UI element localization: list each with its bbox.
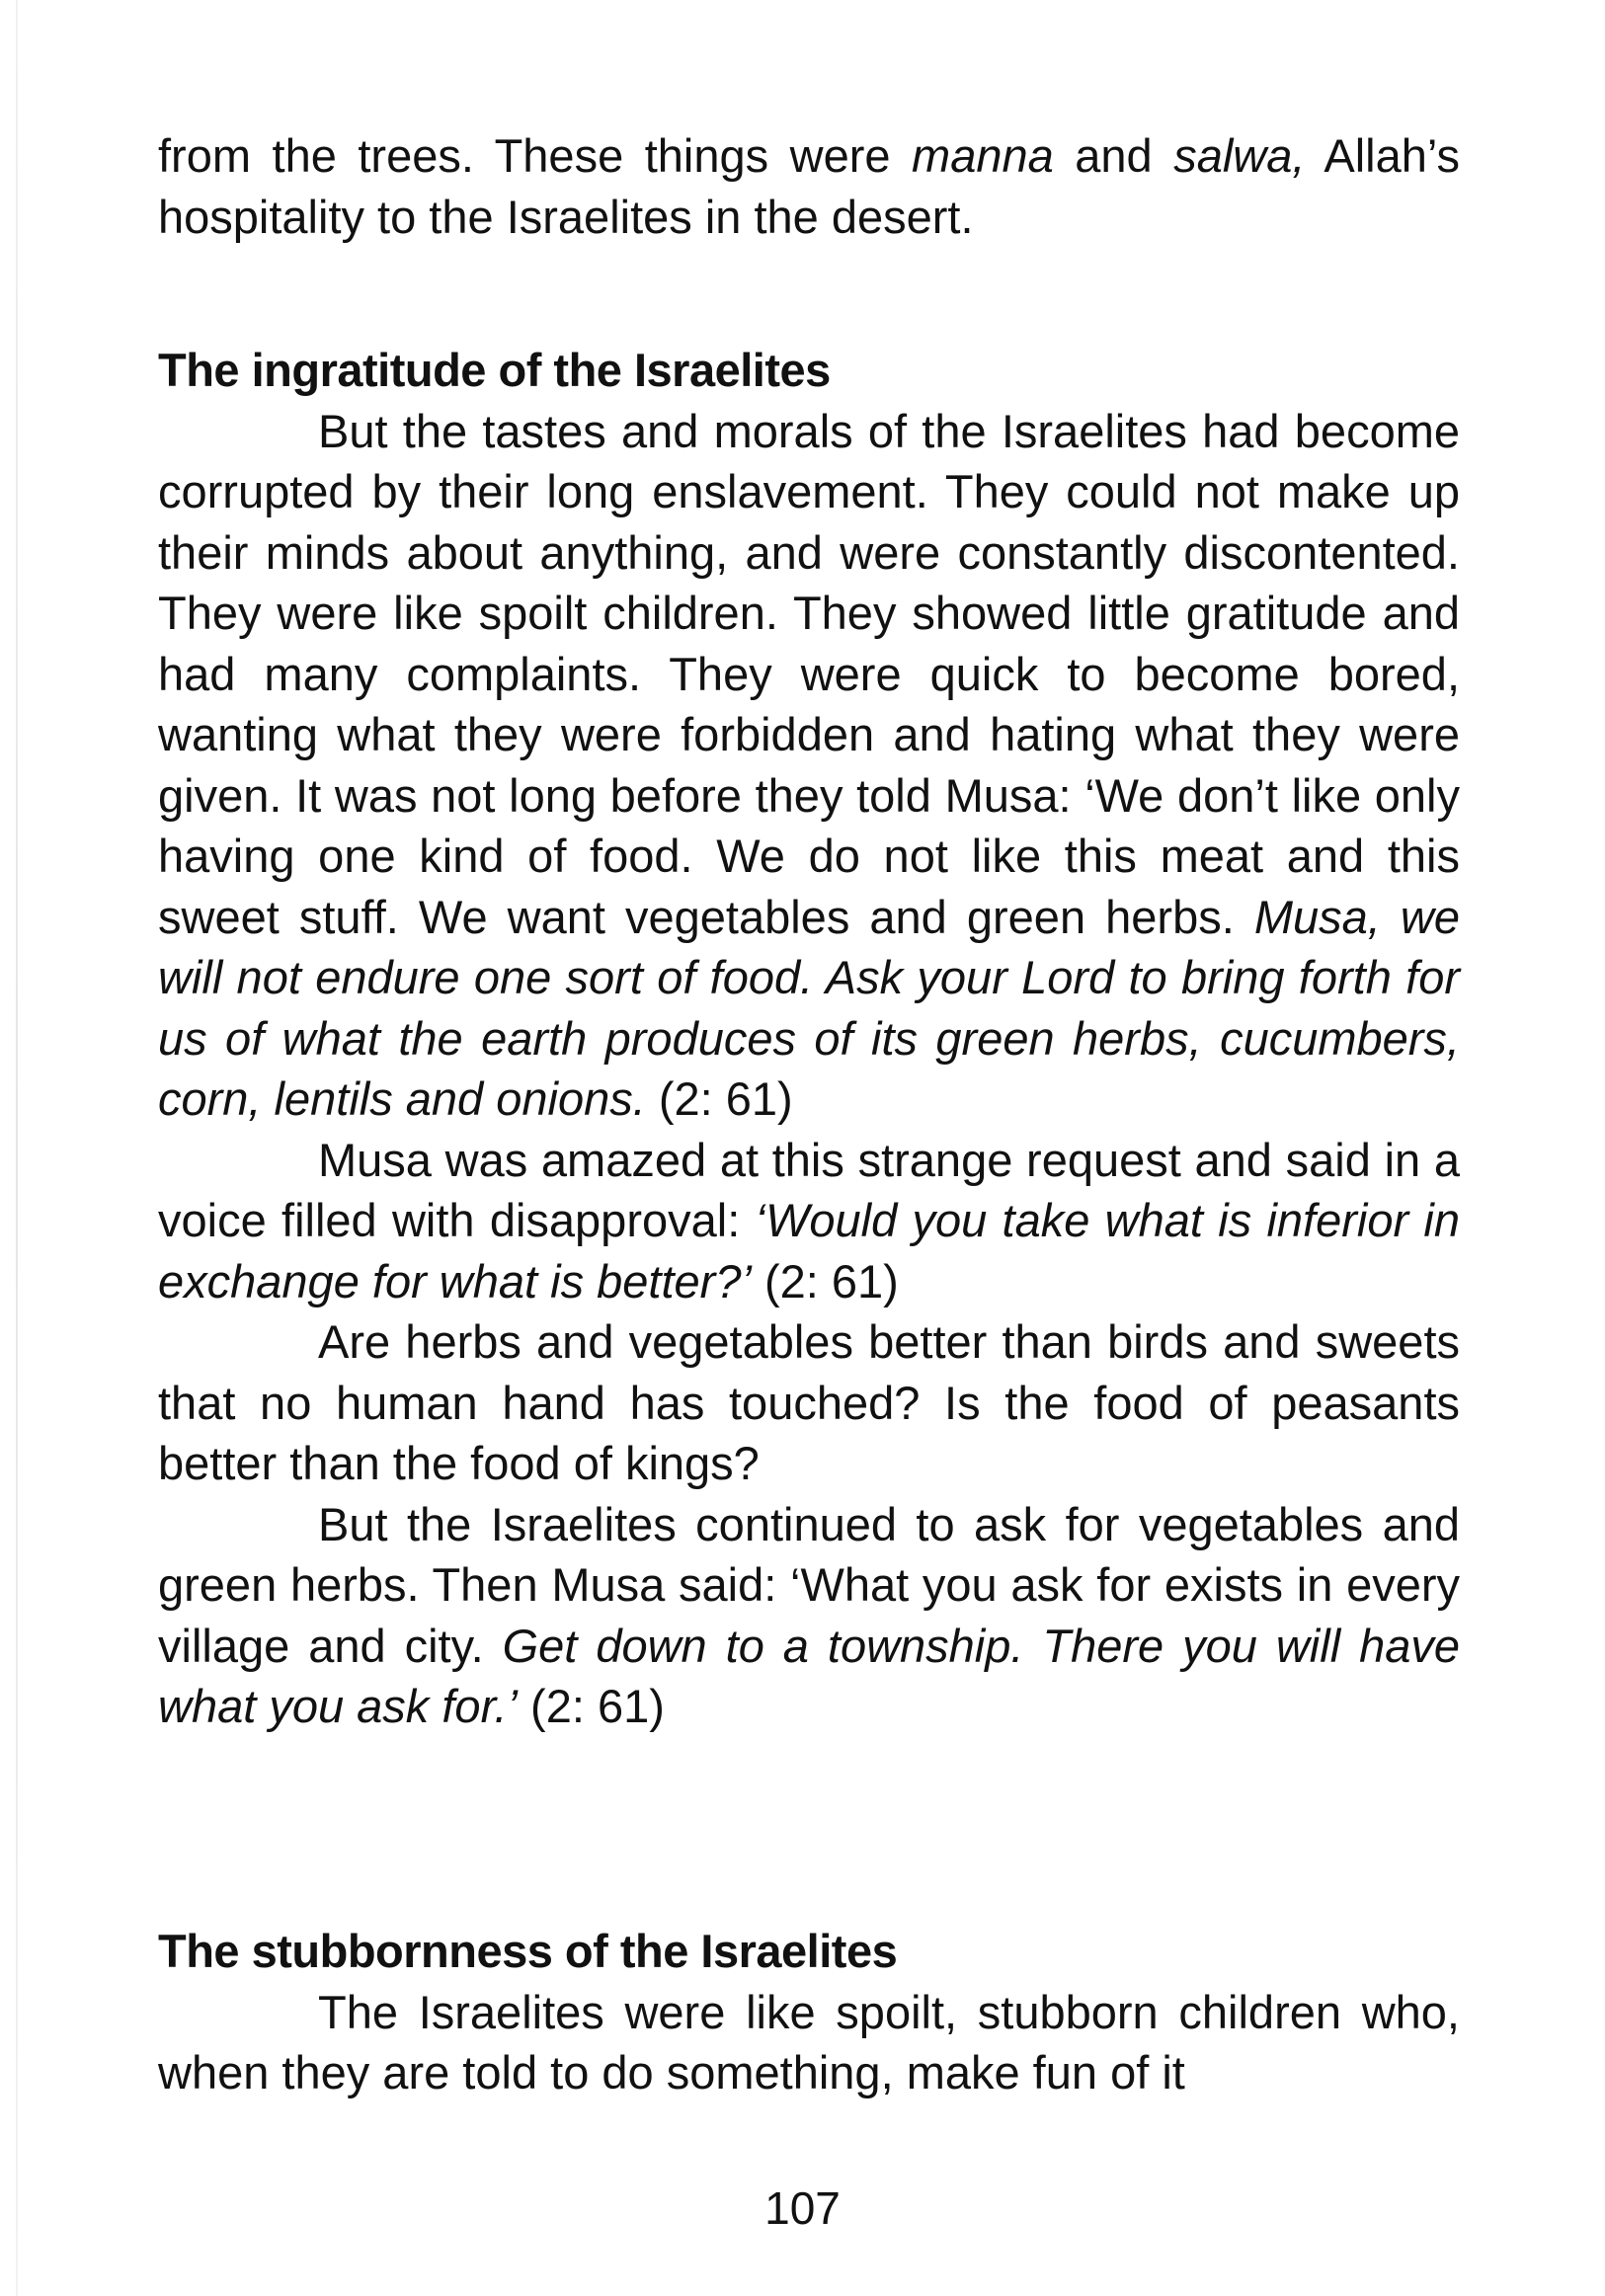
section-stubbornness	[158, 1921, 1460, 2103]
quran-quote-italic: Musa, we will not endure one sort of food. Ask your Lord to bring forth for us of what the earth produces of its green herbs, cucumbers, corn, lentils and onions.	[158, 890, 1460, 1125]
verse-reference: (2: 61)	[751, 1254, 899, 1307]
opening-text-and: and	[1053, 129, 1174, 182]
opening-text: from the trees. These things were	[158, 129, 913, 182]
opening-italic-manna: manna	[912, 129, 1054, 182]
section-heading-ingratitude: The ingratitude of the Israelites	[158, 344, 831, 396]
page-number: 107	[764, 2182, 841, 2234]
opening-text-end: Allah’s hospitality to the Israelites in the desert.	[158, 129, 1460, 243]
opening-paragraph-block	[158, 125, 1460, 247]
paragraph-text: But the Israelites continued to ask for vegetables and green herbs. Then Musa said: ‘What you ask for exists in every village and city.	[158, 1497, 1460, 1672]
opening-italic-salwa: salwa,	[1173, 129, 1306, 182]
paragraph-text: Musa was amazed at this strange request and said in a voice filled with disapproval:	[158, 1133, 1460, 1246]
quran-quote-italic: Get down to a township. There you will have what you ask for.’	[158, 1619, 1461, 1732]
paragraph-stubbornness-1	[158, 1982, 1460, 2103]
paragraph-ingratitude-4	[158, 1494, 1460, 1737]
paragraph-ingratitude-1	[158, 401, 1460, 1130]
verse-reference: (2: 61)	[517, 1680, 665, 1732]
paragraph-text: Are herbs and vegetables better than birds and sweets that no human hand has touched? Is the food of peasants better than the food of kings?	[158, 1315, 1460, 1489]
page-edge-shadow	[16, 0, 18, 2296]
paragraph-ingratitude-2	[158, 1130, 1460, 1312]
paragraph-ingratitude-3	[158, 1311, 1460, 1494]
paragraph-text: But the tastes and morals of the Israelites had become corrupted by their long enslavement. They could not make up their minds about anything, and were constantly discontented. They were like spoilt children. They showed little gratitude and had many complaints. They were quick to become bored, wanting what they were forbidden and hating what they were given. It was not long before they told Musa: ‘We don’t like only having one kind of food. We do not like this meat and this sweet stuff. We want vegetables and green herbs.	[158, 404, 1460, 943]
opening-paragraph	[158, 125, 1460, 247]
section-ingratitude	[158, 340, 1460, 1737]
quran-quote-italic: ‘Would you take what is inferior in exchange for what is better?’	[158, 1194, 1461, 1307]
verse-reference: (2: 61)	[645, 1072, 793, 1125]
paragraph-text: The Israelites were like spoilt, stubborn children who, when they are told to do something, make fun of it	[158, 1985, 1460, 2098]
section-heading-stubbornness: The stubbornness of the Israelites	[158, 1925, 898, 1977]
